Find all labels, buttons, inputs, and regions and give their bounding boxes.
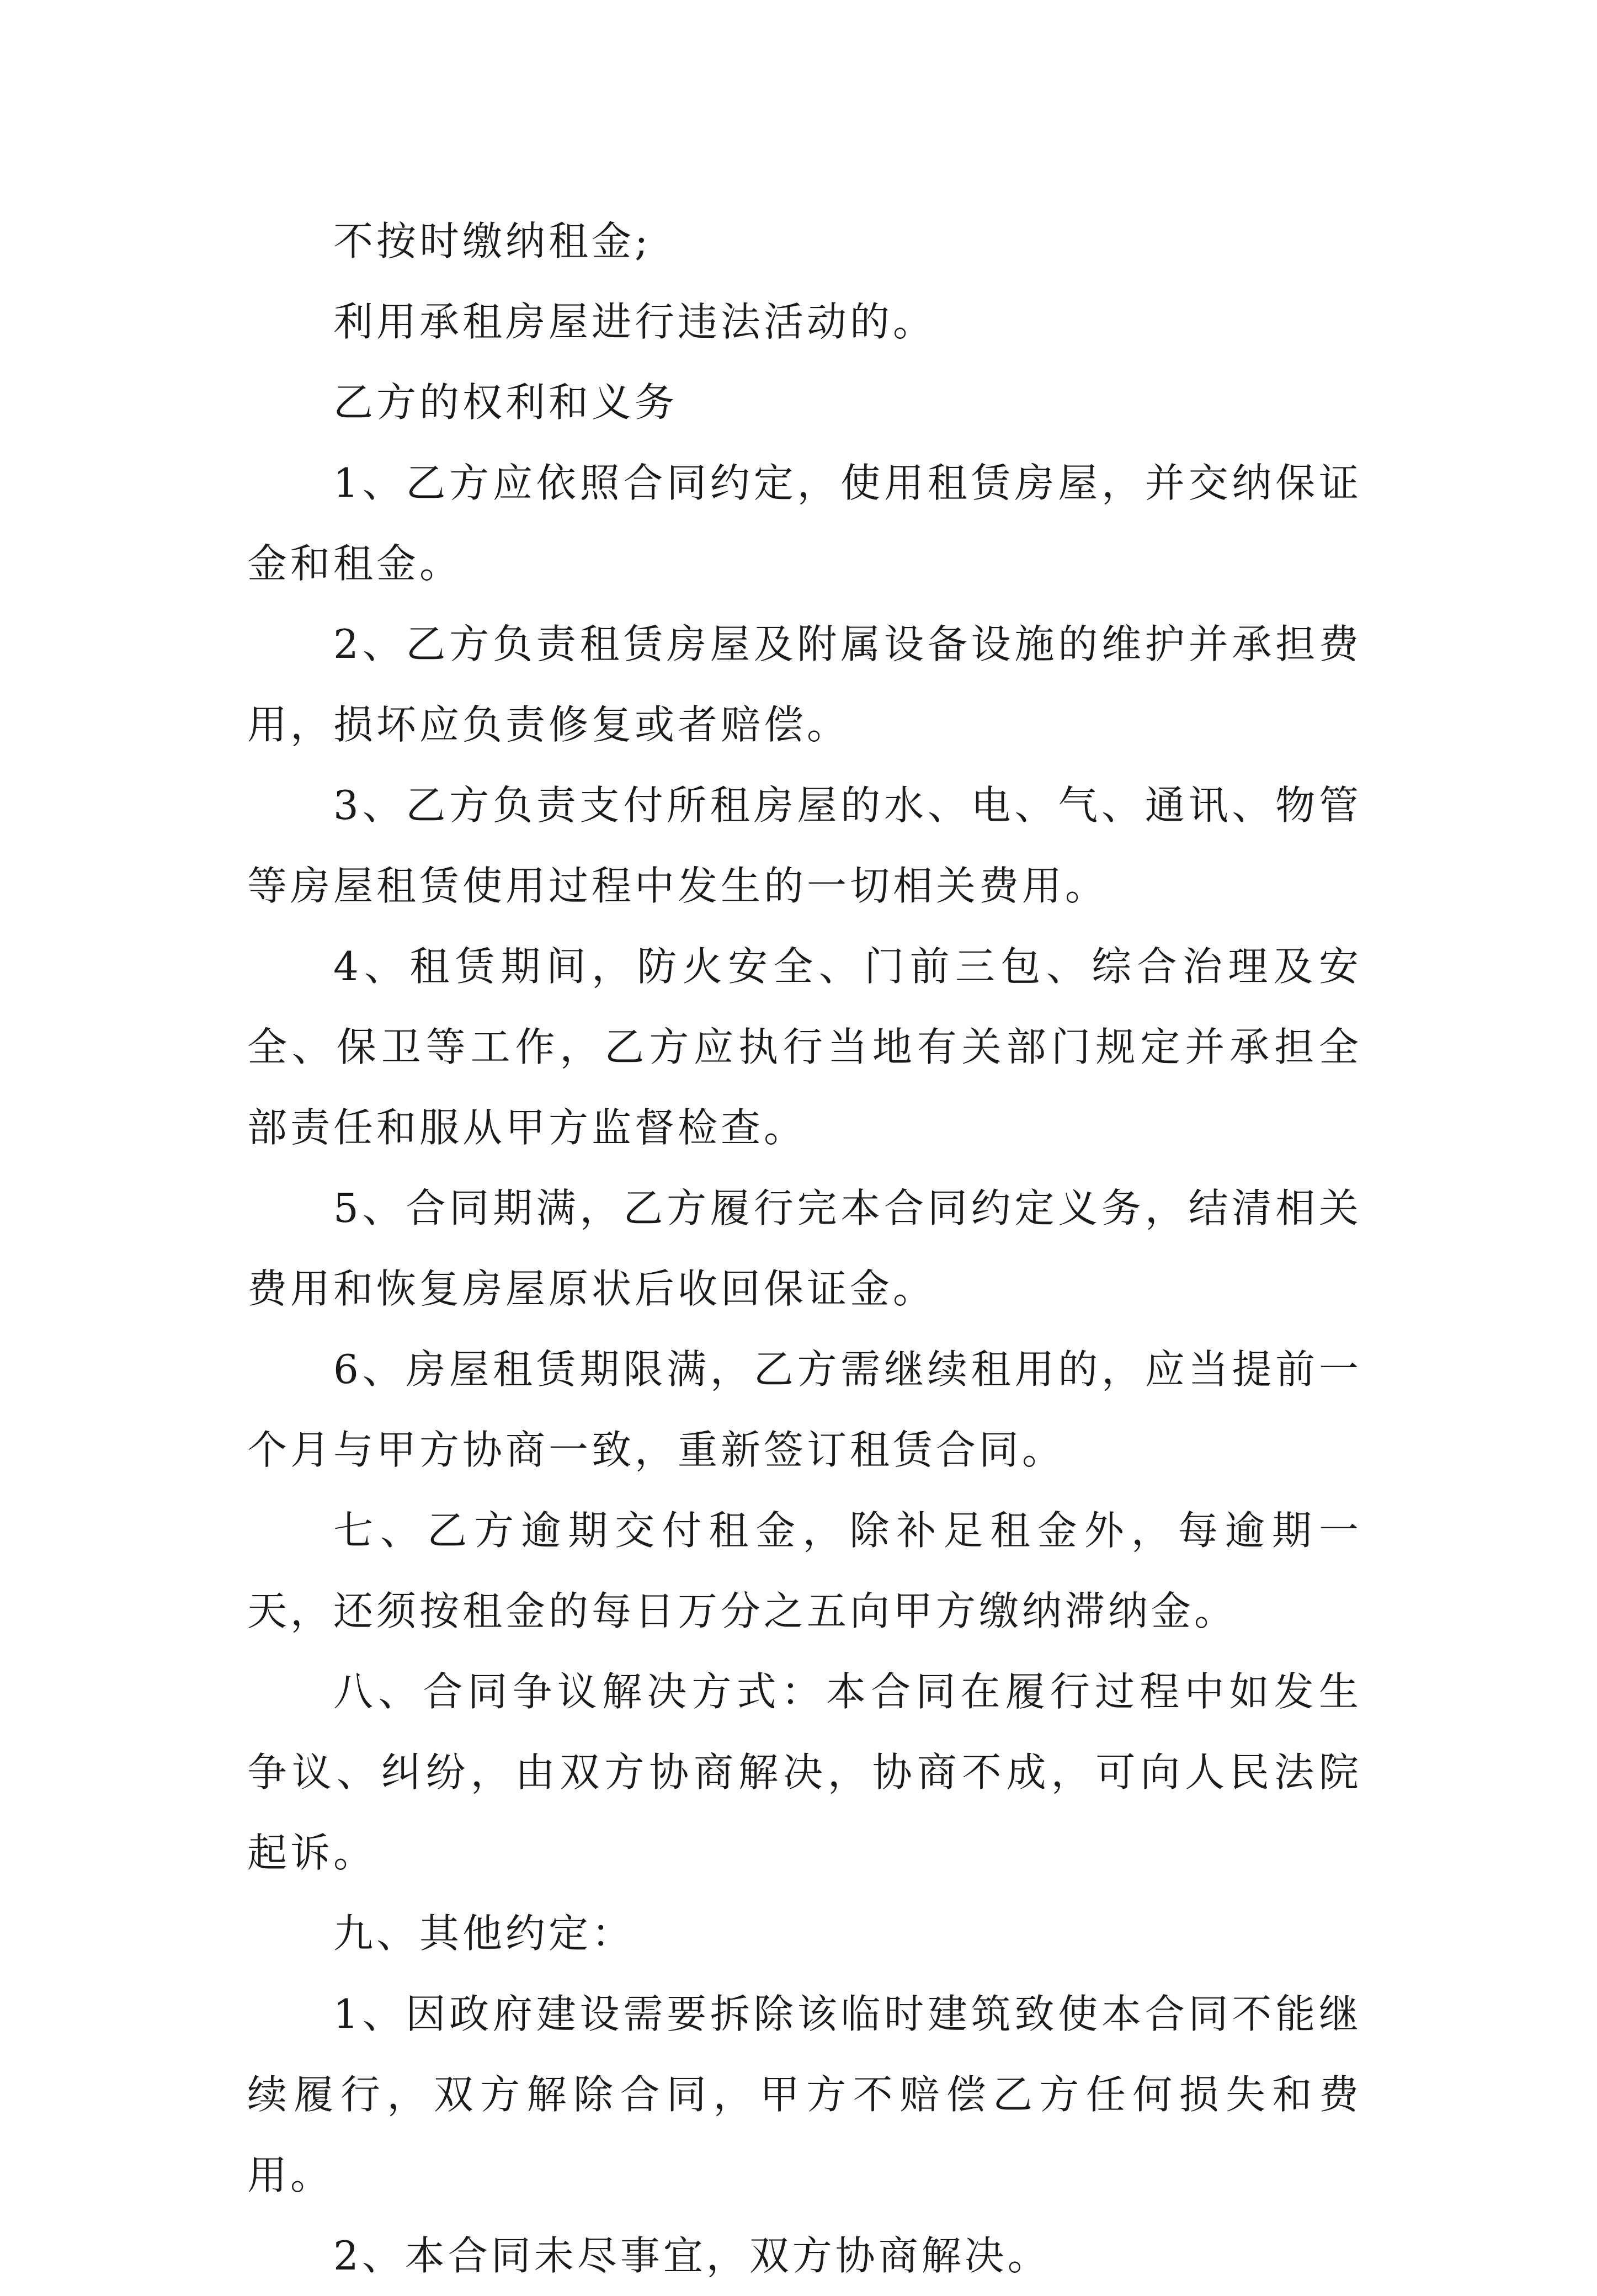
article-8-dispute: 八、合同争议解决方式：本合同在履行过程中如发生争议、纠纷，由双方协商解决，协商不成，可向人民法院起诉。 [247, 1668, 1362, 1876]
article-7-late-fee: 七、乙方逾期交付租金，除补足租金外，每逾期一天，还须按租金的每日万分之五向甲方缴纳滞纳金。 [247, 1507, 1362, 1634]
section-heading-party-b-rights: 乙方的权利和义务 [333, 379, 678, 426]
paragraph-illegal-use: 利用承租房屋进行违法活动的。 [333, 299, 936, 345]
clause-b-6: 6、房屋租赁期限满，乙方需继续租用的，应当提前一个月与甲方协商一致，重新签订租赁合同。 [247, 1346, 1362, 1473]
clause-b-5: 5、合同期满，乙方履行完本合同约定义务，结清相关费用和恢复房屋原状后收回保证金。 [247, 1185, 1362, 1312]
clause-b-1: 1、乙方应依照合同约定，使用租赁房屋，并交纳保证金和租金。 [247, 460, 1362, 587]
clause-b-3: 3、乙方负责支付所租房屋的水、电、气、通讯、物管等房屋租赁使用过程中发生的一切相关费用。 [247, 782, 1362, 909]
clause-b-4: 4、租赁期间，防火安全、门前三包、综合治理及安全、保卫等工作，乙方应执行当地有关部门规定并承担全部责任和服从甲方监督检查。 [247, 943, 1362, 1151]
clause-9-2: 2、本合同未尽事宜，双方协商解决。 [333, 2233, 1051, 2279]
clause-b-2: 2、乙方负责租赁房屋及附属设备设施的维护并承担费用，损坏应负责修复或者赔偿。 [247, 621, 1362, 748]
article-9-heading: 九、其他约定： [333, 1910, 635, 1957]
paragraph-late-rent: 不按时缴纳租金; [333, 218, 652, 264]
clause-9-1: 1、因政府建设需要拆除该临时建筑致使本合同不能继续履行，双方解除合同，甲方不赔偿乙方任何损失和费用。 [247, 1991, 1362, 2198]
document-body [247, 201, 1362, 2296]
